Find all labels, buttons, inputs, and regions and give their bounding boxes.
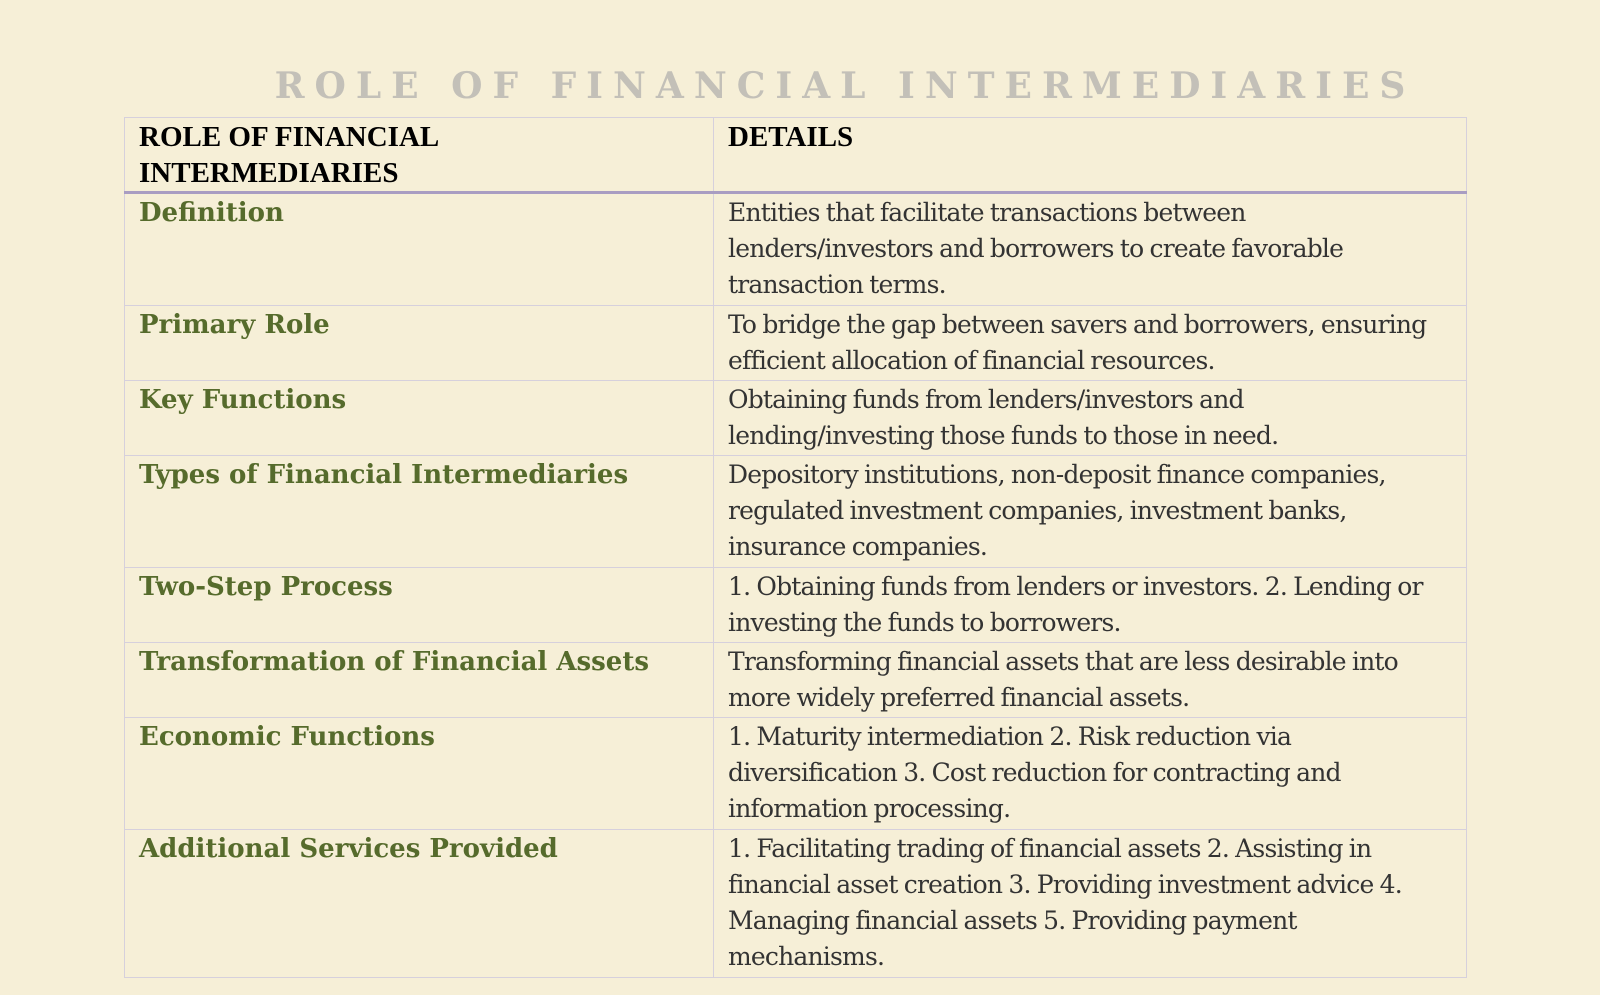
row-details: Transforming financial assets that are less desirable into more widely preferred financial assets. — [714, 643, 1467, 718]
row-details: Depository institutions, non-deposit finance companies, regulated investment companies, investment banks, insurance companies. — [714, 456, 1467, 568]
row-role: Definition — [125, 193, 714, 306]
row-details: Entities that facilitate transactions between lenders/investors and borrowers to create favorable transaction terms. — [714, 193, 1467, 306]
column-header-role: ROLE OF FINANCIAL INTERMEDIARIES — [125, 118, 714, 193]
table-row — [125, 381, 1467, 456]
row-role: Additional Services Provided — [125, 830, 714, 978]
table-row — [125, 718, 1467, 830]
roles-table — [124, 117, 1467, 978]
table-row — [125, 568, 1467, 643]
table-row — [125, 456, 1467, 568]
table-row — [125, 193, 1467, 306]
row-role: Key Functions — [125, 381, 714, 456]
row-details: 1. Maturity intermediation 2. Risk reduction via diversification 3. Cost reduction for contracting and information processing. — [714, 718, 1467, 830]
row-role: Primary Role — [125, 306, 714, 381]
table-row — [125, 830, 1467, 978]
row-details: To bridge the gap between savers and borrowers, ensuring efficient allocation of financial resources. — [714, 306, 1467, 381]
table-row — [125, 306, 1467, 381]
row-details: Obtaining funds from lenders/investors and lending/investing those funds to those in need. — [714, 381, 1467, 456]
row-details: 1. Obtaining funds from lenders or investors. 2. Lending or investing the funds to borrowers. — [714, 568, 1467, 643]
table-row — [125, 643, 1467, 718]
row-role: Transformation of Financial Assets — [125, 643, 714, 718]
row-role: Types of Financial Intermediaries — [125, 456, 714, 568]
row-role: Economic Functions — [125, 718, 714, 830]
column-header-details: DETAILS — [714, 118, 1467, 193]
page-title: ROLE OF FINANCIAL INTERMEDIARIES — [274, 65, 1416, 107]
row-role: Two-Step Process — [125, 568, 714, 643]
table-header-row — [125, 118, 1467, 193]
row-details: 1. Facilitating trading of financial assets 2. Assisting in financial asset creation 3. Providing investment advice 4. Managing financial assets 5. Providing payment mechanisms. — [714, 830, 1467, 978]
